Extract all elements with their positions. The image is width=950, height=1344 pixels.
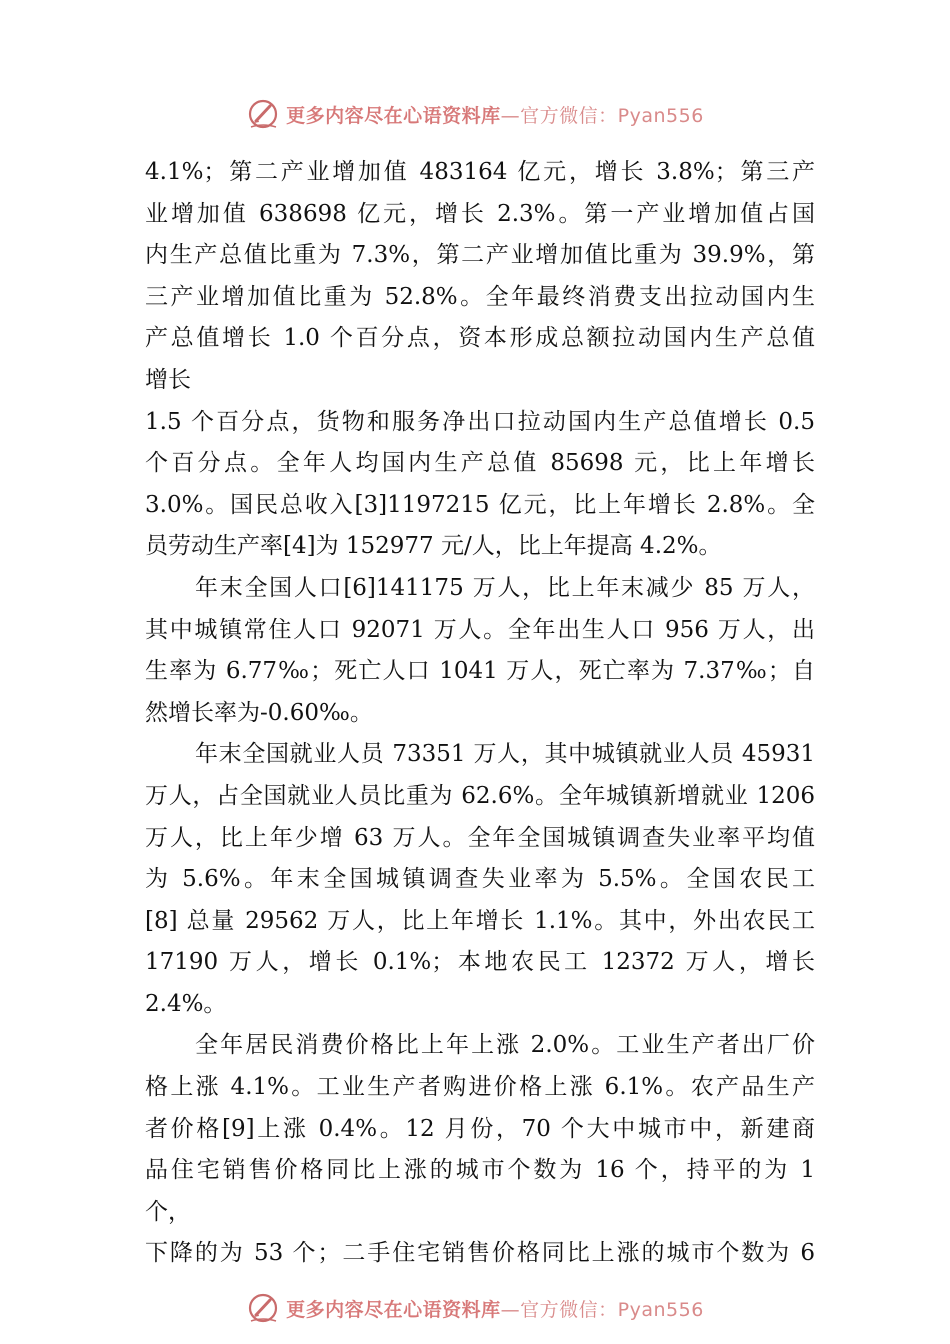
watermark-text: 更多内容尽在心语资料库—官方微信：Pyan556	[286, 104, 704, 127]
text-line: 2.4%。	[145, 990, 227, 1017]
text-line: 其中城镇常住人口 92071 万人。全年出生人口 956 万人，出	[145, 616, 815, 643]
text-line: 下降的为 53 个；二手住宅销售价格同比上涨的城市个数为 6	[145, 1240, 815, 1267]
pen-logo-icon	[246, 97, 280, 131]
text-line: 增长	[145, 366, 191, 393]
text-line: 格上涨 4.1%。工业生产者购进价格上涨 6.1%。农产品生产	[145, 1074, 815, 1101]
text-line: 17190 万人，增长 0.1%；本地农民工 12372 万人，增长	[145, 949, 815, 976]
text-line: 产总值增长 1.0 个百分点，资本形成总额拉动国内生产总值	[145, 325, 815, 352]
text-line: 品住宅销售价格同比上涨的城市个数为 16 个，持平的为 1	[145, 1157, 815, 1184]
watermark-footer	[0, 1288, 950, 1328]
text-line: 个百分点。全年人均国内生产总值 85698 元，比上年增长	[145, 450, 815, 477]
text-line: [8] 总量 29562 万人，比上年增长 1.1%。其中，外出农民工	[145, 907, 815, 934]
text-line: 1.5 个百分点，货物和服务净出口拉动国内生产总值增长 0.5	[145, 408, 815, 435]
text-line: 全年居民消费价格比上年上涨 2.0%。工业生产者出厂价	[195, 1032, 815, 1059]
text-line: 员劳动生产率[4]为 152977 元/人，比上年提高 4.2%。	[145, 533, 722, 560]
text-line: 然增长率为-0.60‰。	[145, 699, 373, 726]
document-body	[145, 152, 815, 1275]
text-line: 3.0%。国民总收入[3]1197215 亿元，比上年增长 2.8%。全	[145, 491, 815, 518]
text-line: 生率为 6.77‰；死亡人口 1041 万人，死亡率为 7.37‰；自	[145, 658, 815, 685]
text-line: 业增加值 638698 亿元，增长 2.3%。第一产业增加值占国	[145, 200, 815, 227]
text-line: 万人，比上年少增 63 万人。全年全国城镇调查失业率平均值	[145, 824, 815, 851]
text-line: 年末全国就业人员 73351 万人，其中城镇就业人员 45931	[195, 741, 815, 768]
watermark-header	[0, 94, 950, 134]
text-line: 4.1%；第二产业增加值 483164 亿元，增长 3.8%；第三产	[145, 159, 815, 185]
text-line: 三产业增加值比重为 52.8%。全年最终消费支出拉动国内生	[145, 283, 815, 310]
text-line: 内生产总值比重为 7.3%，第二产业增加值比重为 39.9%，第	[145, 242, 815, 269]
text-line: 个，	[145, 1198, 191, 1225]
text-line: 万人，占全国就业人员比重为 62.6%。全年城镇新增就业 1206	[145, 782, 815, 809]
text-line: 年末全国人口[6]141175 万人，比上年末减少 85 万人，	[195, 574, 815, 601]
text-line: 者价格[9]上涨 0.4%。12 月份，70 个大中城市中，新建商	[145, 1115, 815, 1142]
pen-logo-icon	[246, 1291, 280, 1325]
watermark-text: 更多内容尽在心语资料库—官方微信：Pyan556	[286, 1298, 704, 1321]
text-line: 为 5.6%。年末全国城镇调查失业率为 5.5%。全国农民工	[145, 866, 815, 893]
